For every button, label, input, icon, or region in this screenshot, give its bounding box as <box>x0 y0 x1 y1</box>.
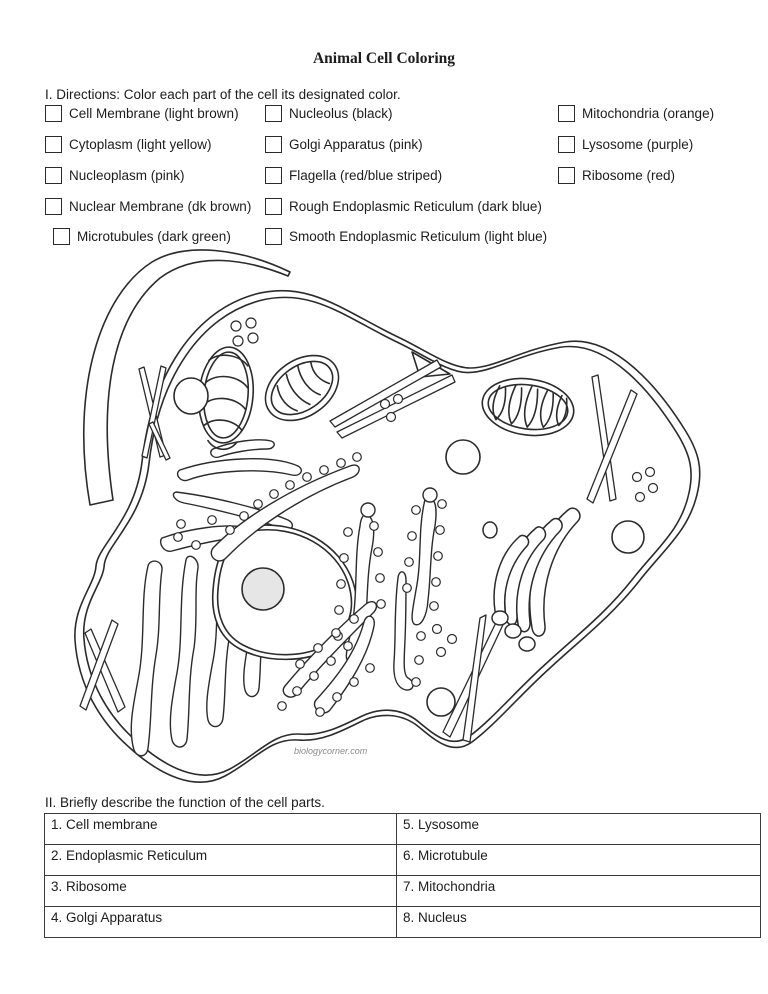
check-label: Mitochondria (orange) <box>582 106 715 121</box>
check-label: Nuclear Membrane (dk brown) <box>69 199 252 214</box>
table-cell[interactable]: 5. Lysosome <box>397 814 761 845</box>
check-label: Cell Membrane (light brown) <box>69 106 239 121</box>
check-label: Rough Endoplasmic Reticulum (dark blue) <box>289 199 542 214</box>
table-cell[interactable]: 1. Cell membrane <box>45 814 397 845</box>
table-row <box>45 845 761 876</box>
table-row <box>45 814 761 845</box>
nucleolus <box>242 568 284 610</box>
page-title: Animal Cell Coloring <box>312 50 456 67</box>
table-row <box>45 876 761 907</box>
check-label: Golgi Apparatus (pink) <box>289 137 423 152</box>
function-table <box>44 813 761 938</box>
check-label: Nucleolus (black) <box>289 106 393 121</box>
table-cell[interactable]: 2. Endoplasmic Reticulum <box>45 845 397 876</box>
check-label: Nucleoplasm (pink) <box>69 168 185 183</box>
table-cell[interactable]: 8. Nucleus <box>397 907 761 938</box>
table-cell[interactable]: 6. Microtubule <box>397 845 761 876</box>
check-label: Flagella (red/blue striped) <box>289 168 443 183</box>
check-label: Microtubules (dark green) <box>77 229 231 244</box>
check-label: Lysosome (purple) <box>582 137 694 152</box>
table-row <box>45 907 761 938</box>
table-cell[interactable]: 3. Ribosome <box>45 876 397 907</box>
check-label: Cytoplasm (light yellow) <box>69 137 212 152</box>
check-label: Smooth Endoplasmic Reticulum (light blue) <box>289 229 548 244</box>
section2-heading: II. Briefly describe the function of the cell parts. <box>45 795 325 810</box>
directions-text: I. Directions: Color each part of the cell its designated color. <box>45 87 401 102</box>
table-cell[interactable]: 4. Golgi Apparatus <box>45 907 397 938</box>
table-cell[interactable]: 7. Mitochondria <box>397 876 761 907</box>
watermark-text: biologycorner.com <box>294 746 368 756</box>
check-label: Ribosome (red) <box>582 168 676 183</box>
